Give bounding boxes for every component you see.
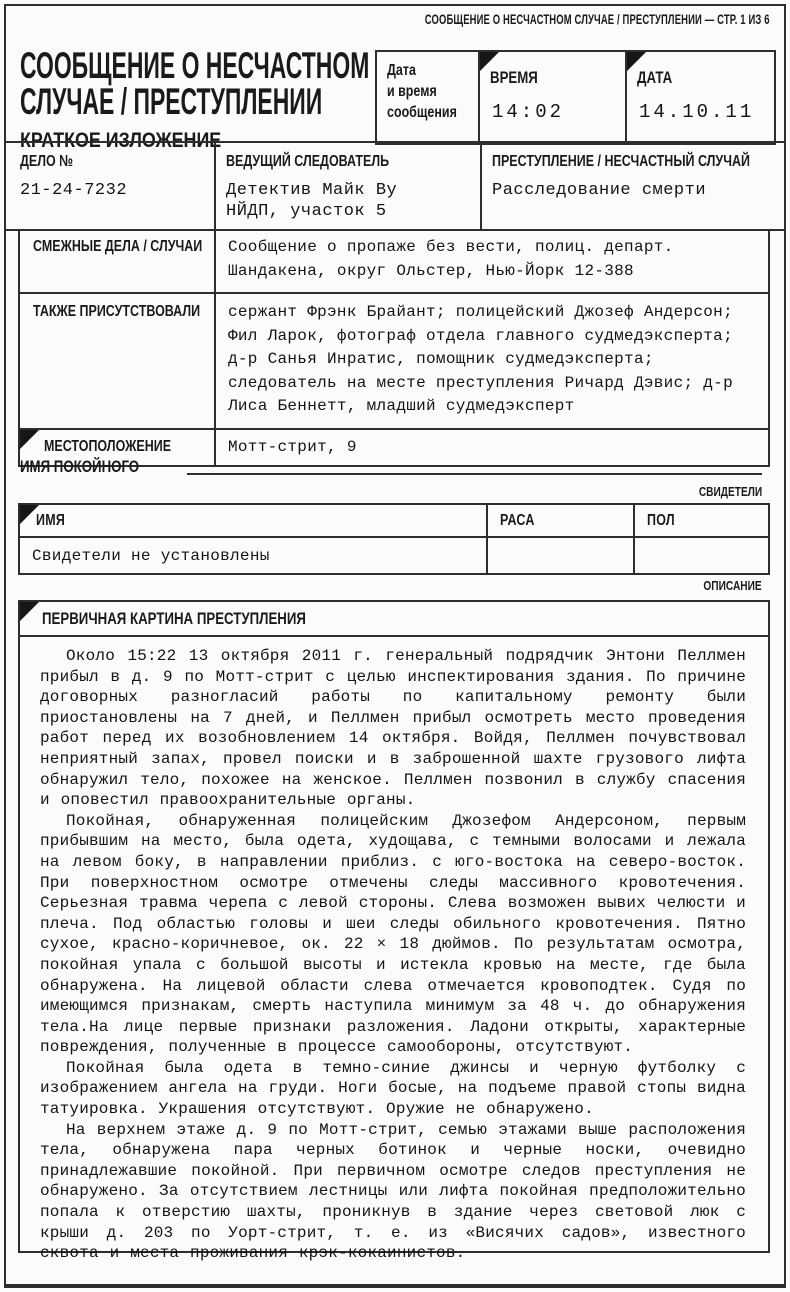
lead-investigator-label: ВЕДУЩИЙ СЛЕДОВАТЕЛЬ	[226, 153, 390, 170]
page-border-frame	[4, 4, 786, 1288]
witness-race-cell	[486, 538, 633, 573]
witness-sex-header-cell	[633, 505, 768, 536]
witness-name-header-cell	[20, 505, 486, 536]
time-cell	[478, 52, 625, 143]
case-number-cell	[6, 143, 214, 229]
also-present-row	[20, 292, 768, 428]
case-details-box	[18, 229, 770, 467]
case-number-value: 21-24-7232	[20, 181, 128, 200]
crime-scene-description-box	[18, 600, 770, 1263]
witness-sex-header: ПОЛ	[647, 512, 675, 529]
witness-name-header: ИМЯ	[36, 512, 66, 529]
description-paragraph-3: Покойная была одета в темно-синие джинсы и черную футболку с изображением ангела на груди. Ноги босые, на подъеме правой стопы видна татуировка. Украшения отсутствуют. Оружие не обнаружено.	[40, 1058, 746, 1119]
witnesses-table	[18, 503, 770, 575]
related-cases-value: Сообщение о пропаже без вести, полиц. департ. Шандакена, округ Ольстер, Нью-Йорк 12-388	[214, 229, 768, 292]
datetime-caption-line3: сообщения	[387, 104, 457, 121]
witnesses-section-label: СВИДЕТЕЛИ	[698, 484, 762, 499]
page-subtitle: КРАТКОЕ ИЗЛОЖЕНИЕ	[20, 129, 222, 152]
related-cases-row	[20, 229, 768, 292]
crime-type-cell	[480, 143, 790, 229]
corner-triangle-icon	[20, 602, 39, 621]
date-label: ДАТА	[637, 68, 673, 87]
description-paragraph-2: Покойная, обнаруженная полицейским Джозефом Андерсоном, первым прибывшим на место, была одета, худощава, с темными волосами и лежала на левом боку, в направлении приблиз. с юго-востока на северо-восток. При поверхностном осмотре отмечены следы массивного кровотечения. Серьезная травма черепа с левой стороны. Слева возможен вывих челюсти и плеча. Под областью головы и шеи следы обильного кровотечения. Пятно сухое, красно-коричневое, ок. 22 × 18 дюймов. По результатам осмотра, покойная упала с большой высоты и истекла кровью на месте, где была обнаружена. На лицевой области слева отмечается кровоподтек. Судя по имеющимся признакам, смерть наступила минимум за 48 ч. до обнаружения тела.На лице первые признаки разложения. Ладони открыты, характерные повреждения, полученные в процессе самообороны, отсутствуют.	[40, 811, 746, 1057]
description-header: ПЕРВИЧНАЯ КАРТИНА ПРЕСТУПЛЕНИЯ	[42, 609, 306, 628]
also-present-label: ТАКЖЕ ПРИСУТСТВОВАЛИ	[33, 303, 201, 320]
time-value: 14:02	[492, 101, 565, 123]
crime-type-label: ПРЕСТУПЛЕНИЕ / НЕСЧАСТНЫЙ СЛУЧАЙ	[492, 153, 750, 170]
also-present-value: сержант Фрэнк Брайант; полицейский Джозеф Андерсон; Фил Ларок, фотограф отдела главного судмедэксперта; д-р Санья Инратис, помощник судмедэксперта; следователь на месте преступления Ричард Дэвис; д-р Лиса Беннетт, младший судмедэксперт	[214, 294, 768, 428]
witness-race-header: РАСА	[500, 512, 535, 529]
date-cell	[625, 52, 774, 143]
description-body	[20, 637, 768, 1264]
time-label: ВРЕМЯ	[490, 68, 538, 87]
table-row	[20, 538, 768, 573]
date-value: 14.10.11	[639, 101, 755, 123]
datetime-caption-line1: Дата	[387, 62, 416, 79]
location-label: МЕСТОПОЛОЖЕНИЕ	[44, 437, 172, 455]
case-number-label: ДЕЛО №	[20, 153, 74, 170]
also-present-label-cell	[20, 294, 214, 428]
running-header	[277, 12, 770, 27]
deceased-name-label: ИМЯ ПОКОЙНОГО	[20, 457, 140, 476]
report-datetime-box	[375, 50, 776, 145]
page-title-line2: СЛУЧАЕ / ПРЕСТУПЛЕНИИ	[20, 81, 323, 122]
witness-sex-cell	[633, 538, 768, 573]
datetime-caption-cell	[377, 52, 478, 143]
witness-race-header-cell	[486, 505, 633, 536]
location-value: Мотт-стрит, 9	[214, 430, 768, 466]
datetime-caption-line2: и время	[387, 83, 437, 100]
deceased-name-line	[20, 457, 762, 477]
running-header-text: СООБЩЕНИЕ О НЕСЧАСТНОМ СЛУЧАЕ / ПРЕСТУПЛЕНИИ — СТР. 1 ИЗ 6	[425, 12, 770, 27]
related-cases-label-cell	[20, 229, 214, 292]
witnesses-header-row	[20, 505, 768, 538]
description-section-label: ОПИСАНИЕ	[703, 578, 762, 593]
corner-triangle-icon	[20, 430, 39, 449]
description-header-bar	[20, 602, 768, 637]
related-cases-label: СМЕЖНЫЕ ДЕЛА / СЛУЧАИ	[33, 238, 203, 255]
description-paragraph-1: Около 15:22 13 октября 2011 г. генеральный подрядчик Энтони Пеллмен прибыл в д. 9 по Мотт-стрит с целью инспектирования здания. По причине договорных разногласий работы по капитальному ремонту были приостановлены на 7 дней, и Пеллмен прибыл осмотреть место проведения работ перед их возобновлением 14 октября. Войдя, Пеллмен почувствовал неприятный запах, провел поиски и в заброшенной шахте грузового лифта обнаружил тело, похожее на женское. Пеллмен позвонил в службу спасения и оповестил правоохранительные органы.	[40, 647, 746, 810]
lead-investigator-name: Детектив Майк Ву	[226, 181, 398, 200]
deceased-name-blank-line	[187, 473, 762, 475]
lead-investigator-cell	[214, 143, 480, 229]
page-title-line1: СООБЩЕНИЕ О НЕСЧАСТНОМ	[20, 45, 370, 86]
crime-type-value: Расследование смерти	[492, 181, 707, 200]
description-paragraph-4: На верхнем этаже д. 9 по Мотт-стрит, семью этажами выше расположения тела, обнаружена пара черных ботинок и черные носки, очевидно принадлежавшие покойной. При первичном осмотре следов преступления не обнаружено. За отсутствием лестницы или лифта покойная предположительно попала к отверстию шахты, проникнув в здание через световой люк с крыши д. 203 по Уорт-стрит, т. е. из «Висячих садов», известного сквота и места проживания крэк-кокаинистов.	[40, 1120, 746, 1263]
case-info-row	[6, 141, 784, 231]
witness-name-cell: Свидетели не установлены	[32, 547, 270, 565]
lead-investigator-unit: НЙДП, участок 5	[226, 202, 387, 221]
